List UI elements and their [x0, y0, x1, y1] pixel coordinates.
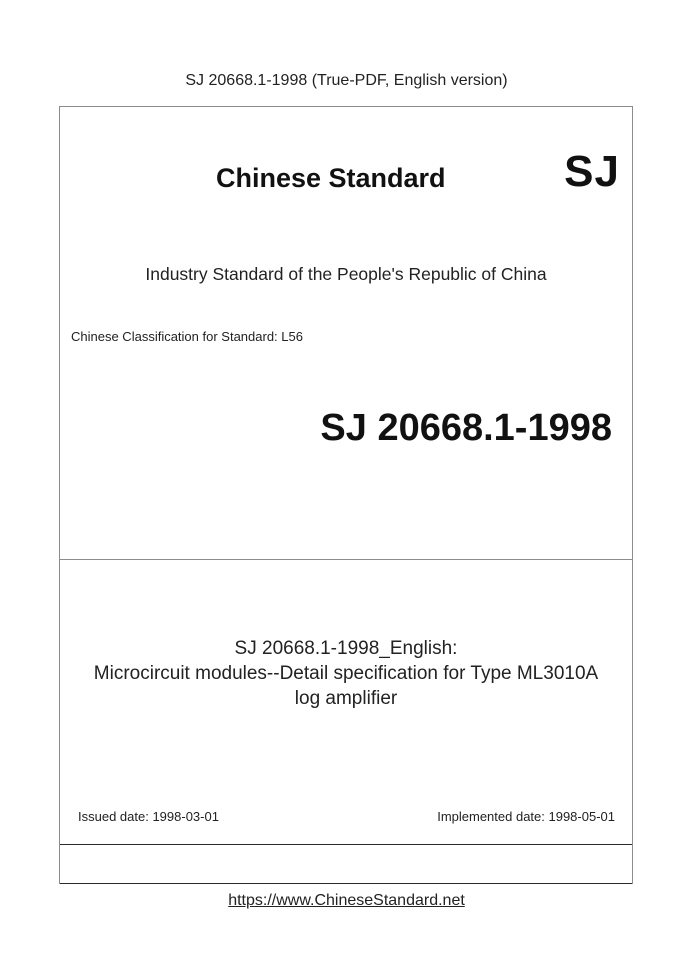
footer — [0, 892, 693, 910]
implemented-date: Implemented date: 1998-05-01 — [437, 809, 615, 824]
industry-standard-line: Industry Standard of the People's Republic of China — [145, 264, 547, 284]
cover-bottom-band — [60, 844, 632, 884]
cover-frame — [59, 106, 633, 884]
document-title-line-3: log amplifier — [294, 688, 398, 709]
cover-top-section — [60, 107, 632, 560]
cover-title: Chinese Standard — [216, 163, 446, 193]
website-link[interactable]: https://www.ChineseStandard.net — [228, 892, 465, 909]
classification-line: Chinese Classification for Standard: L56 — [71, 329, 303, 344]
page-header: SJ 20668.1-1998 (True-PDF, English version) — [185, 72, 508, 89]
standard-number: SJ 20668.1-1998 — [320, 407, 612, 449]
document-title-line-1: SJ 20668.1-1998_English: — [234, 638, 458, 659]
document-title-line-2: Microcircuit modules--Detail specification for Type ML3010A — [93, 663, 599, 684]
sj-mark: SJ — [564, 147, 620, 196]
document-title — [60, 636, 632, 711]
issued-date: Issued date: 1998-03-01 — [78, 809, 219, 824]
